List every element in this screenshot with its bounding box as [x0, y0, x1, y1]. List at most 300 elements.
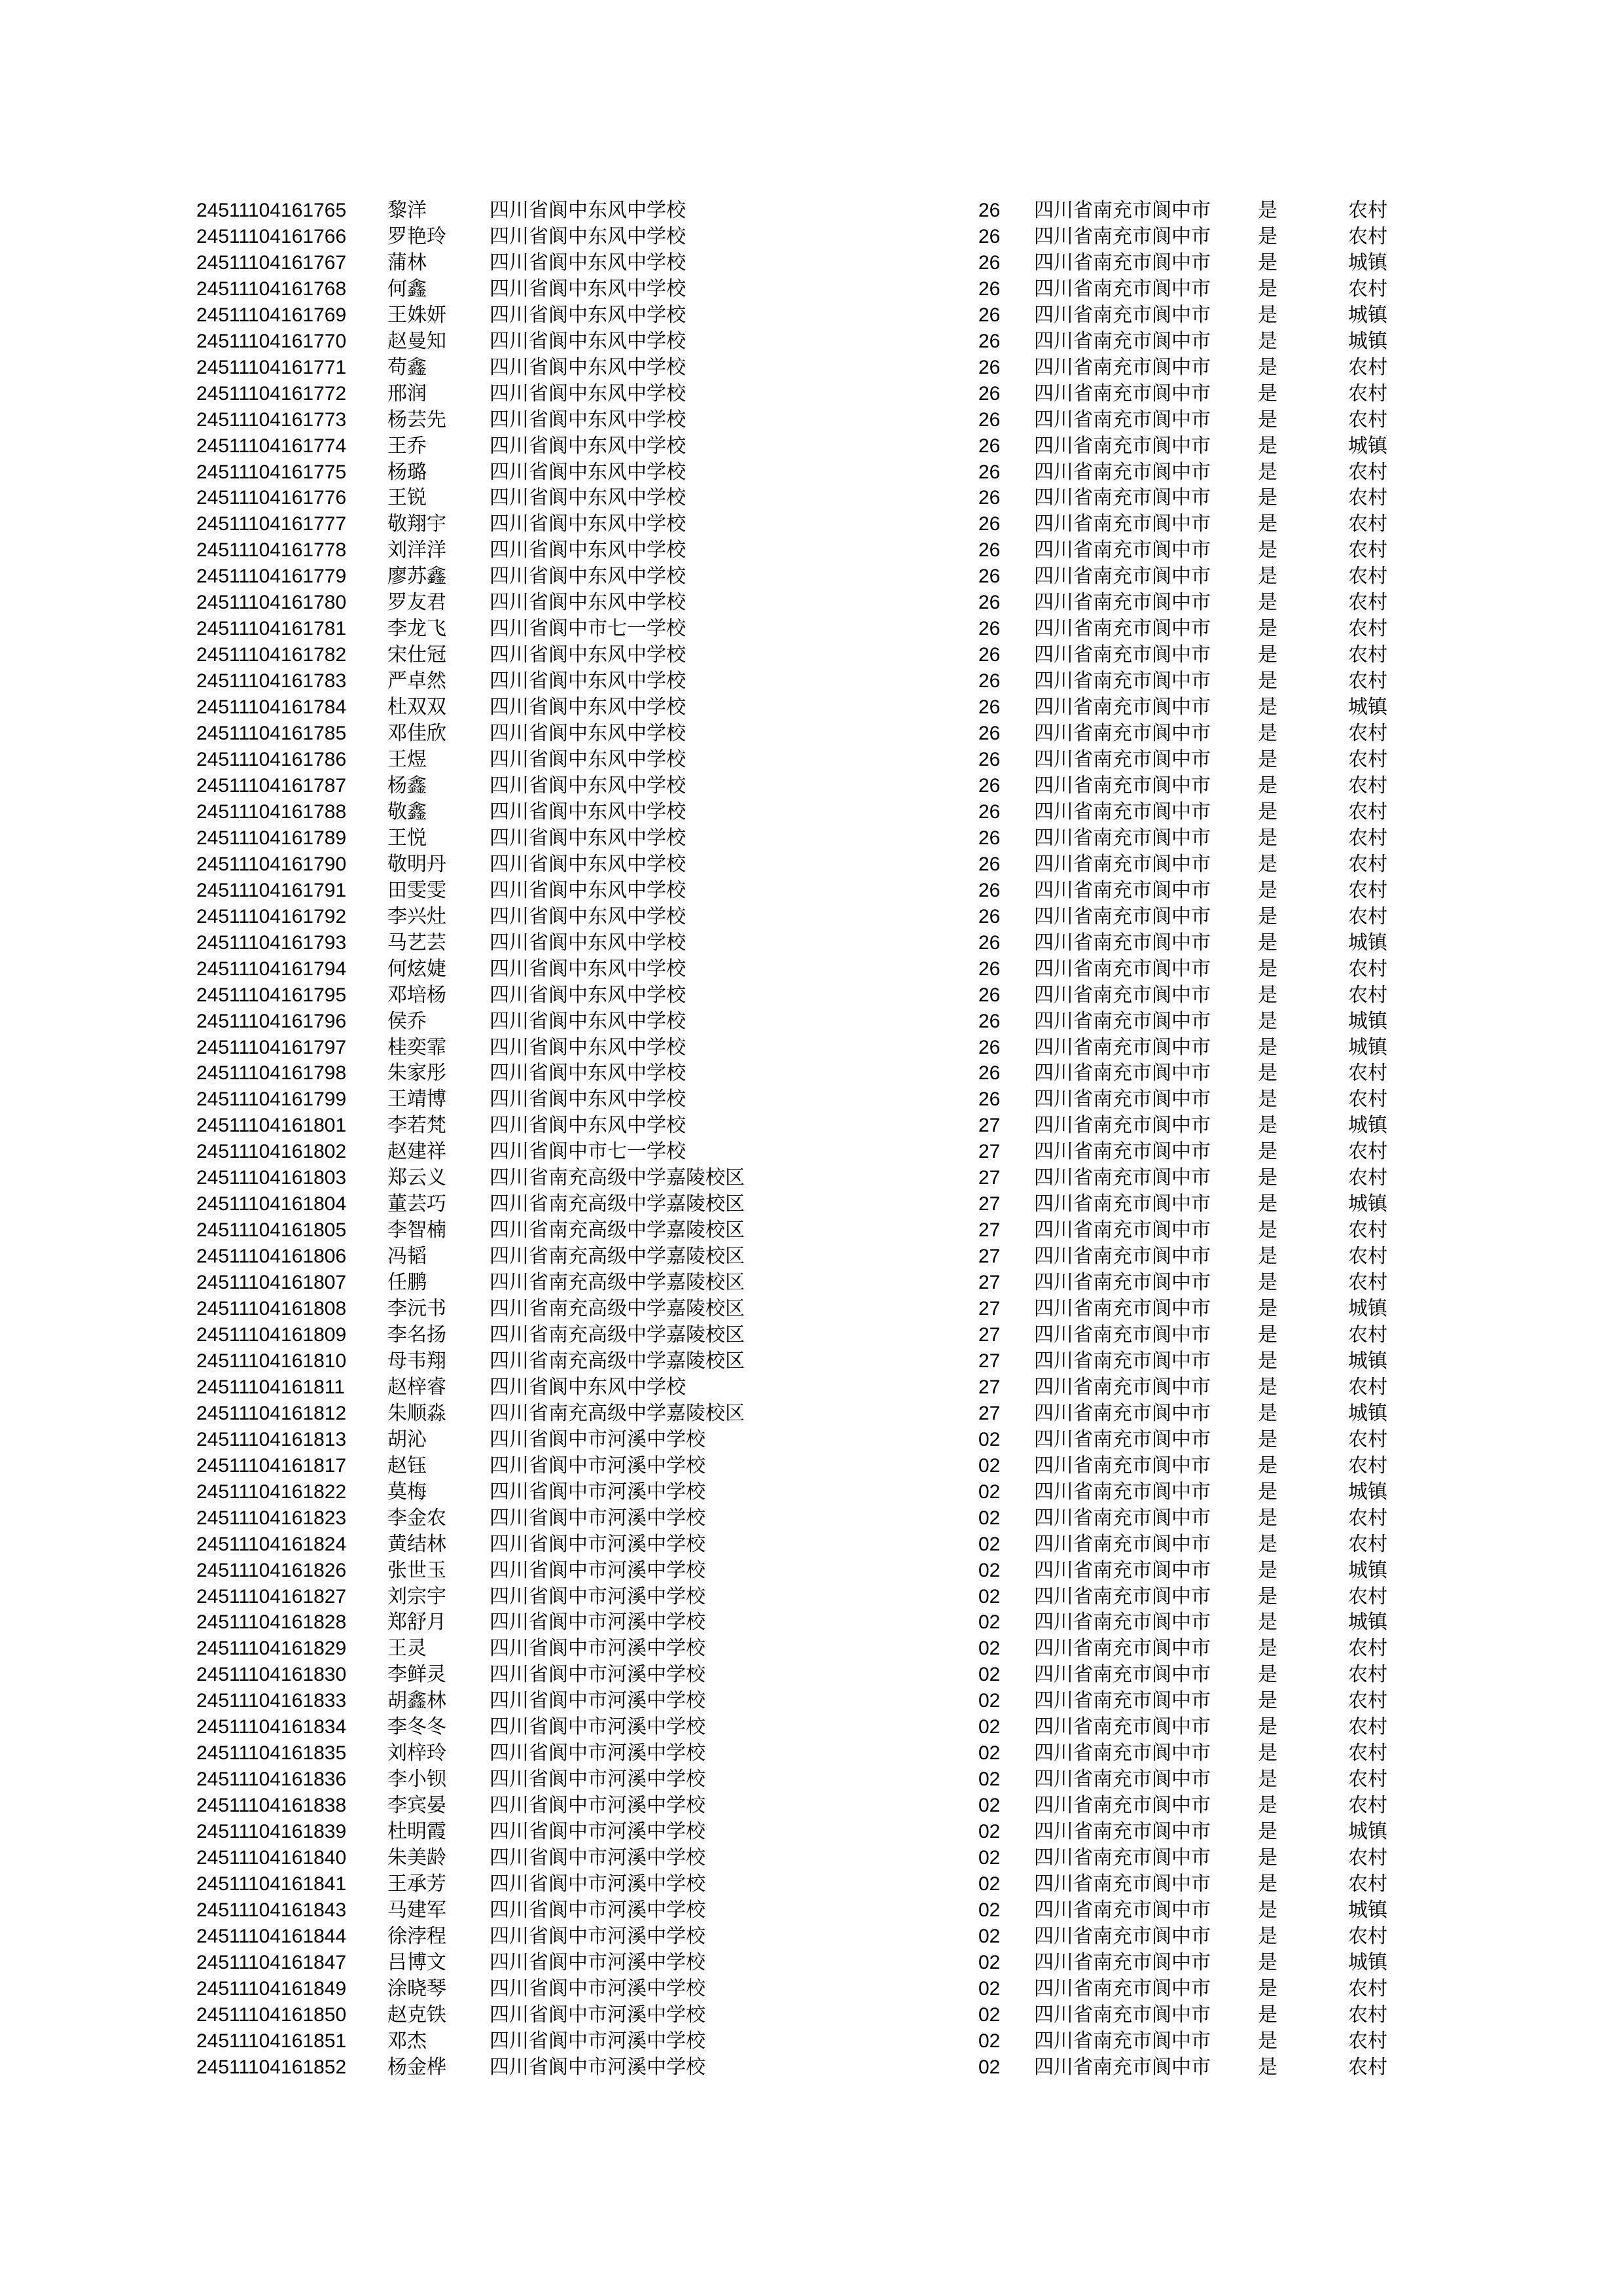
student-name-cell: 朱美龄: [387, 1846, 446, 1870]
class-code-cell: 27: [978, 1167, 1001, 1189]
school-name-cell: 四川省阆中市河溪中学校: [490, 1506, 705, 1530]
table-row: [196, 1845, 1479, 1871]
residence-type-cell: 城镇: [1348, 329, 1387, 353]
class-code-cell: 26: [978, 800, 1001, 823]
school-name-cell: 四川省阆中东风中学校: [490, 852, 686, 876]
residence-type-cell: 农村: [1348, 1768, 1387, 1791]
region-cell: 四川省南充市阆中市: [1034, 1663, 1211, 1687]
class-code-cell: 02: [978, 1925, 1001, 1947]
exam-number-cell: 24511104161765: [196, 200, 347, 221]
residence-type-cell: 农村: [1348, 905, 1387, 928]
exam-number-cell: 24511104161823: [196, 1507, 347, 1529]
residence-type-cell: 农村: [1348, 617, 1387, 641]
table-row: [196, 1924, 1479, 1950]
region-cell: 四川省南充市阆中市: [1034, 434, 1211, 457]
eligibility-cell: 是: [1258, 1689, 1277, 1713]
eligibility-cell: 是: [1258, 1637, 1277, 1660]
exam-number-cell: 24511104161826: [196, 1559, 347, 1581]
region-cell: 四川省南充市阆中市: [1034, 408, 1211, 431]
exam-number-cell: 24511104161773: [196, 408, 347, 431]
class-code-cell: 02: [978, 1454, 1001, 1477]
student-name-cell: 李金农: [387, 1506, 446, 1530]
exam-number-cell: 24511104161827: [196, 1585, 347, 1607]
residence-type-cell: 城镇: [1348, 1114, 1387, 1138]
table-row: [196, 1662, 1479, 1688]
region-cell: 四川省南充市阆中市: [1034, 1427, 1211, 1451]
residence-type-cell: 城镇: [1348, 1009, 1387, 1033]
student-name-cell: 杨金桦: [387, 2055, 446, 2079]
residence-type-cell: 农村: [1348, 852, 1387, 876]
school-name-cell: 四川省阆中市河溪中学校: [490, 1558, 705, 1582]
table-row: [196, 904, 1479, 930]
eligibility-cell: 是: [1258, 1715, 1277, 1739]
school-name-cell: 四川省阆中东风中学校: [490, 1035, 686, 1059]
region-cell: 四川省南充市阆中市: [1034, 957, 1211, 980]
eligibility-cell: 是: [1258, 878, 1277, 902]
eligibility-cell: 是: [1258, 251, 1277, 274]
school-name-cell: 四川省阆中市河溪中学校: [490, 1715, 705, 1739]
region-cell: 四川省南充市阆中市: [1034, 1532, 1211, 1556]
class-code-cell: 02: [978, 1585, 1001, 1607]
table-row: [196, 1217, 1479, 1244]
region-cell: 四川省南充市阆中市: [1034, 696, 1211, 719]
region-cell: 四川省南充市阆中市: [1034, 905, 1211, 928]
table-row: [196, 355, 1479, 381]
residence-type-cell: 农村: [1348, 224, 1387, 248]
residence-type-cell: 农村: [1348, 1742, 1387, 1765]
eligibility-cell: 是: [1258, 486, 1277, 510]
class-code-cell: 02: [978, 1638, 1001, 1660]
class-code-cell: 02: [978, 1742, 1001, 1765]
residence-type-cell: 城镇: [1348, 1611, 1387, 1634]
region-cell: 四川省南充市阆中市: [1034, 251, 1211, 274]
eligibility-cell: 是: [1258, 224, 1277, 248]
school-name-cell: 四川省阆中东风中学校: [490, 722, 686, 745]
region-cell: 四川省南充市阆中市: [1034, 1768, 1211, 1791]
exam-number-cell: 24511104161776: [196, 487, 347, 509]
region-cell: 四川省南充市阆中市: [1034, 382, 1211, 405]
table-row: [196, 747, 1479, 773]
region-cell: 四川省南充市阆中市: [1034, 1454, 1211, 1477]
class-code-cell: 27: [978, 1115, 1001, 1137]
school-name-cell: 四川省阆中东风中学校: [490, 460, 686, 484]
residence-type-cell: 农村: [1348, 774, 1387, 797]
school-name-cell: 四川省阆中市河溪中学校: [490, 2029, 705, 2053]
school-name-cell: 四川省阆中东风中学校: [490, 408, 686, 431]
student-name-cell: 朱家彤: [387, 1062, 446, 1085]
region-cell: 四川省南充市阆中市: [1034, 1480, 1211, 1503]
table-row: [196, 1950, 1479, 1976]
table-row: [196, 694, 1479, 721]
table-row: [196, 1819, 1479, 1845]
exam-number-cell: 24511104161851: [196, 2030, 347, 2052]
table-row: [196, 1871, 1479, 1897]
exam-number-cell: 24511104161777: [196, 513, 347, 535]
class-code-cell: 27: [978, 1402, 1001, 1424]
school-name-cell: 四川省南充高级中学嘉陵校区: [490, 1401, 745, 1425]
eligibility-cell: 是: [1258, 1506, 1277, 1530]
table-row: [196, 224, 1479, 250]
table-row: [196, 825, 1479, 852]
eligibility-cell: 是: [1258, 1480, 1277, 1503]
student-name-cell: 王灵: [387, 1637, 427, 1660]
eligibility-cell: 是: [1258, 565, 1277, 588]
school-name-cell: 四川省阆中东风中学校: [490, 382, 686, 405]
residence-type-cell: 城镇: [1348, 251, 1387, 274]
region-cell: 四川省南充市阆中市: [1034, 1558, 1211, 1582]
student-name-cell: 黎洋: [387, 199, 427, 222]
class-code-cell: 27: [978, 1350, 1001, 1372]
class-code-cell: 26: [978, 670, 1001, 692]
region-cell: 四川省南充市阆中市: [1034, 303, 1211, 327]
eligibility-cell: 是: [1258, 199, 1277, 222]
student-name-cell: 李兴灶: [387, 905, 446, 928]
eligibility-cell: 是: [1258, 1219, 1277, 1242]
exam-number-cell: 24511104161798: [196, 1062, 347, 1085]
exam-number-cell: 24511104161812: [196, 1402, 347, 1424]
residence-type-cell: 农村: [1348, 1323, 1387, 1346]
table-row: [196, 537, 1479, 564]
class-code-cell: 26: [978, 827, 1001, 849]
table-row: [196, 956, 1479, 982]
region-cell: 四川省南充市阆中市: [1034, 1401, 1211, 1425]
exam-number-cell: 24511104161781: [196, 618, 347, 640]
student-name-cell: 邢润: [387, 382, 427, 405]
exam-number-cell: 24511104161806: [196, 1246, 347, 1268]
eligibility-cell: 是: [1258, 1454, 1277, 1477]
school-name-cell: 四川省阆中东风中学校: [490, 251, 686, 274]
eligibility-cell: 是: [1258, 2055, 1277, 2079]
residence-type-cell: 农村: [1348, 1715, 1387, 1739]
exam-number-cell: 24511104161793: [196, 931, 347, 954]
eligibility-cell: 是: [1258, 1950, 1277, 1974]
eligibility-cell: 是: [1258, 1663, 1277, 1687]
exam-number-cell: 24511104161787: [196, 774, 347, 797]
eligibility-cell: 是: [1258, 931, 1277, 954]
student-name-cell: 王姝妍: [387, 303, 446, 327]
exam-number-cell: 24511104161828: [196, 1611, 347, 1634]
class-code-cell: 02: [978, 2056, 1001, 2078]
residence-type-cell: 农村: [1348, 1846, 1387, 1870]
residence-type-cell: 农村: [1348, 2055, 1387, 2079]
table-row: [196, 1505, 1479, 1532]
table-row: [196, 1558, 1479, 1584]
exam-number-cell: 24511104161811: [196, 1376, 345, 1398]
student-name-cell: 胡沁: [387, 1427, 427, 1451]
student-name-cell: 苟鑫: [387, 355, 427, 379]
class-code-cell: 02: [978, 1821, 1001, 1843]
student-name-cell: 何鑫: [387, 277, 427, 300]
school-name-cell: 四川省阆中市河溪中学校: [490, 1742, 705, 1765]
class-code-cell: 26: [978, 723, 1001, 745]
exam-number-cell: 24511104161847: [196, 1951, 347, 1973]
student-name-cell: 王锐: [387, 486, 427, 510]
residence-type-cell: 城镇: [1348, 696, 1387, 719]
student-name-cell: 李龙飞: [387, 617, 446, 641]
region-cell: 四川省南充市阆中市: [1034, 1611, 1211, 1634]
school-name-cell: 四川省南充高级中学嘉陵校区: [490, 1349, 745, 1372]
school-name-cell: 四川省阆中市河溪中学校: [490, 1898, 705, 1922]
school-name-cell: 四川省阆中东风中学校: [490, 486, 686, 510]
school-name-cell: 四川省阆中市河溪中学校: [490, 2055, 705, 2079]
table-row: [196, 1374, 1479, 1401]
eligibility-cell: 是: [1258, 617, 1277, 641]
student-name-cell: 杨芸先: [387, 408, 446, 431]
exam-number-cell: 24511104161836: [196, 1768, 347, 1791]
class-code-cell: 26: [978, 278, 1001, 300]
eligibility-cell: 是: [1258, 1323, 1277, 1346]
region-cell: 四川省南充市阆中市: [1034, 355, 1211, 379]
eligibility-cell: 是: [1258, 1062, 1277, 1085]
school-name-cell: 四川省南充高级中学嘉陵校区: [490, 1323, 745, 1346]
student-name-cell: 黄结林: [387, 1532, 446, 1556]
residence-type-cell: 农村: [1348, 1219, 1387, 1242]
exam-number-cell: 24511104161799: [196, 1088, 347, 1111]
table-row: [196, 1244, 1479, 1270]
eligibility-cell: 是: [1258, 905, 1277, 928]
class-code-cell: 02: [978, 1690, 1001, 1712]
class-code-cell: 26: [978, 251, 1001, 274]
region-cell: 四川省南充市阆中市: [1034, 1297, 1211, 1321]
residence-type-cell: 农村: [1348, 1454, 1387, 1477]
student-name-cell: 莫梅: [387, 1480, 427, 1503]
table-row: [196, 1740, 1479, 1767]
eligibility-cell: 是: [1258, 1924, 1277, 1948]
exam-number-cell: 24511104161838: [196, 1795, 347, 1817]
class-code-cell: 02: [978, 2030, 1001, 2052]
school-name-cell: 四川省阆中市河溪中学校: [490, 1480, 705, 1503]
exam-number-cell: 24511104161769: [196, 304, 347, 326]
exam-number-cell: 24511104161779: [196, 565, 347, 588]
student-name-cell: 李鲜灵: [387, 1663, 446, 1687]
region-cell: 四川省南充市阆中市: [1034, 1114, 1211, 1138]
student-name-cell: 李宾晏: [387, 1794, 446, 1818]
exam-number-cell: 24511104161792: [196, 905, 347, 927]
table-row: [196, 1976, 1479, 2002]
region-cell: 四川省南充市阆中市: [1034, 617, 1211, 641]
student-name-cell: 邓杰: [387, 2029, 427, 2053]
table-row: [196, 1636, 1479, 1662]
school-name-cell: 四川省阆中市河溪中学校: [490, 1977, 705, 2000]
residence-type-cell: 农村: [1348, 800, 1387, 823]
school-name-cell: 四川省南充高级中学嘉陵校区: [490, 1271, 745, 1295]
eligibility-cell: 是: [1258, 1820, 1277, 1844]
eligibility-cell: 是: [1258, 512, 1277, 536]
exam-number-cell: 24511104161778: [196, 539, 347, 562]
class-code-cell: 02: [978, 1716, 1001, 1738]
residence-type-cell: 农村: [1348, 382, 1387, 405]
exam-number-cell: 24511104161790: [196, 853, 347, 875]
residence-type-cell: 农村: [1348, 408, 1387, 431]
table-row: [196, 1453, 1479, 1479]
eligibility-cell: 是: [1258, 1114, 1277, 1138]
table-row: [196, 1165, 1479, 1191]
student-name-cell: 蒲林: [387, 251, 427, 274]
exam-number-cell: 24511104161809: [196, 1323, 347, 1346]
residence-type-cell: 农村: [1348, 643, 1387, 667]
region-cell: 四川省南充市阆中市: [1034, 1375, 1211, 1399]
student-name-cell: 侯乔: [387, 1009, 427, 1033]
eligibility-cell: 是: [1258, 591, 1277, 615]
region-cell: 四川省南充市阆中市: [1034, 460, 1211, 484]
exam-number-cell: 24511104161834: [196, 1716, 347, 1738]
exam-number-cell: 24511104161830: [196, 1664, 347, 1686]
student-name-cell: 李若梵: [387, 1114, 446, 1138]
student-name-cell: 胡鑫林: [387, 1689, 446, 1713]
residence-type-cell: 农村: [1348, 722, 1387, 745]
class-code-cell: 02: [978, 1507, 1001, 1529]
student-name-cell: 杜双双: [387, 696, 446, 719]
class-code-cell: 02: [978, 1873, 1001, 1895]
student-name-cell: 涂晓琴: [387, 1977, 446, 2000]
eligibility-cell: 是: [1258, 643, 1277, 667]
exam-number-cell: 24511104161786: [196, 749, 347, 771]
table-row: [196, 1270, 1479, 1296]
region-cell: 四川省南充市阆中市: [1034, 1950, 1211, 1974]
table-row: [196, 616, 1479, 642]
eligibility-cell: 是: [1258, 1898, 1277, 1922]
school-name-cell: 四川省阆中东风中学校: [490, 224, 686, 248]
region-cell: 四川省南充市阆中市: [1034, 512, 1211, 536]
student-name-cell: 杨璐: [387, 460, 427, 484]
student-name-cell: 张世玉: [387, 1558, 446, 1582]
student-name-cell: 田雯雯: [387, 878, 446, 902]
residence-type-cell: 农村: [1348, 1637, 1387, 1660]
student-name-cell: 敬鑫: [387, 800, 427, 823]
eligibility-cell: 是: [1258, 774, 1277, 797]
class-code-cell: 02: [978, 1768, 1001, 1791]
student-name-cell: 赵建祥: [387, 1140, 446, 1164]
student-name-cell: 郑舒月: [387, 1611, 446, 1634]
residence-type-cell: 农村: [1348, 512, 1387, 536]
exam-number-cell: 24511104161768: [196, 278, 347, 300]
exam-number-cell: 24511104161771: [196, 356, 347, 378]
table-row: [196, 773, 1479, 799]
residence-type-cell: 农村: [1348, 983, 1387, 1007]
residence-type-cell: 农村: [1348, 1271, 1387, 1295]
residence-type-cell: 城镇: [1348, 1820, 1387, 1844]
region-cell: 四川省南充市阆中市: [1034, 1219, 1211, 1242]
table-row: [196, 1584, 1479, 1610]
exam-number-cell: 24511104161810: [196, 1350, 347, 1372]
residence-type-cell: 农村: [1348, 355, 1387, 379]
class-code-cell: 26: [978, 382, 1001, 404]
student-name-cell: 刘梓玲: [387, 1742, 446, 1765]
school-name-cell: 四川省阆中东风中学校: [490, 774, 686, 797]
eligibility-cell: 是: [1258, 1271, 1277, 1295]
region-cell: 四川省南充市阆中市: [1034, 1035, 1211, 1059]
student-name-cell: 严卓然: [387, 670, 446, 693]
school-name-cell: 四川省阆中市河溪中学校: [490, 1663, 705, 1687]
school-name-cell: 四川省阆中市七一学校: [490, 617, 686, 641]
school-name-cell: 四川省阆中东风中学校: [490, 329, 686, 353]
table-row: [196, 1793, 1479, 1819]
region-cell: 四川省南充市阆中市: [1034, 643, 1211, 667]
class-code-cell: 26: [978, 1088, 1001, 1111]
class-code-cell: 26: [978, 853, 1001, 875]
table-row: [196, 1113, 1479, 1139]
region-cell: 四川省南充市阆中市: [1034, 852, 1211, 876]
student-name-cell: 李沅书: [387, 1297, 446, 1321]
table-row: [196, 407, 1479, 433]
residence-type-cell: 农村: [1348, 1585, 1387, 1608]
exam-number-cell: 24511104161767: [196, 251, 347, 274]
eligibility-cell: 是: [1258, 1009, 1277, 1033]
region-cell: 四川省南充市阆中市: [1034, 1977, 1211, 2000]
residence-type-cell: 城镇: [1348, 1401, 1387, 1425]
region-cell: 四川省南充市阆中市: [1034, 2029, 1211, 2053]
exam-number-cell: 24511104161770: [196, 330, 347, 352]
residence-type-cell: 农村: [1348, 1245, 1387, 1268]
school-name-cell: 四川省阆中东风中学校: [490, 826, 686, 850]
school-name-cell: 四川省阆中东风中学校: [490, 565, 686, 588]
school-name-cell: 四川省阆中市七一学校: [490, 1140, 686, 1164]
residence-type-cell: 农村: [1348, 1977, 1387, 2000]
residence-type-cell: 城镇: [1348, 1898, 1387, 1922]
eligibility-cell: 是: [1258, 1375, 1277, 1399]
school-name-cell: 四川省阆中东风中学校: [490, 957, 686, 980]
school-name-cell: 四川省南充高级中学嘉陵校区: [490, 1245, 745, 1268]
region-cell: 四川省南充市阆中市: [1034, 1009, 1211, 1033]
region-cell: 四川省南充市阆中市: [1034, 1349, 1211, 1372]
residence-type-cell: 农村: [1348, 1663, 1387, 1687]
eligibility-cell: 是: [1258, 408, 1277, 431]
eligibility-cell: 是: [1258, 434, 1277, 457]
table-row: [196, 982, 1479, 1009]
student-name-cell: 罗友君: [387, 591, 446, 615]
table-row: [196, 198, 1479, 224]
class-code-cell: 02: [978, 2003, 1001, 2026]
residence-type-cell: 农村: [1348, 486, 1387, 510]
class-code-cell: 27: [978, 1219, 1001, 1242]
school-name-cell: 四川省阆中东风中学校: [490, 800, 686, 823]
class-code-cell: 26: [978, 304, 1001, 326]
residence-type-cell: 农村: [1348, 591, 1387, 615]
eligibility-cell: 是: [1258, 539, 1277, 562]
region-cell: 四川省南充市阆中市: [1034, 1193, 1211, 1216]
class-code-cell: 26: [978, 200, 1001, 221]
class-code-cell: 27: [978, 1376, 1001, 1398]
class-code-cell: 02: [978, 1847, 1001, 1869]
table-row: [196, 2028, 1479, 2054]
eligibility-cell: 是: [1258, 696, 1277, 719]
school-name-cell: 四川省阆中东风中学校: [490, 1062, 686, 1085]
residence-type-cell: 农村: [1348, 826, 1387, 850]
table-row: [196, 1427, 1479, 1453]
eligibility-cell: 是: [1258, 1532, 1277, 1556]
class-code-cell: 02: [978, 1664, 1001, 1686]
residence-type-cell: 城镇: [1348, 1480, 1387, 1503]
school-name-cell: 四川省南充高级中学嘉陵校区: [490, 1193, 745, 1216]
residence-type-cell: 农村: [1348, 1140, 1387, 1164]
eligibility-cell: 是: [1258, 1873, 1277, 1895]
eligibility-cell: 是: [1258, 1742, 1277, 1765]
residence-type-cell: 城镇: [1348, 1950, 1387, 1974]
table-row: [196, 485, 1479, 511]
school-name-cell: 四川省阆中市河溪中学校: [490, 1924, 705, 1948]
school-name-cell: 四川省阆中东风中学校: [490, 539, 686, 562]
class-code-cell: 26: [978, 879, 1001, 901]
eligibility-cell: 是: [1258, 2003, 1277, 2026]
student-name-cell: 罗艳玲: [387, 224, 446, 248]
eligibility-cell: 是: [1258, 1401, 1277, 1425]
student-name-cell: 赵曼知: [387, 329, 446, 353]
table-row: [196, 590, 1479, 616]
school-name-cell: 四川省阆中市河溪中学校: [490, 1846, 705, 1870]
student-name-cell: 王煜: [387, 748, 427, 772]
school-name-cell: 四川省南充高级中学嘉陵校区: [490, 1297, 745, 1321]
class-code-cell: 27: [978, 1298, 1001, 1320]
